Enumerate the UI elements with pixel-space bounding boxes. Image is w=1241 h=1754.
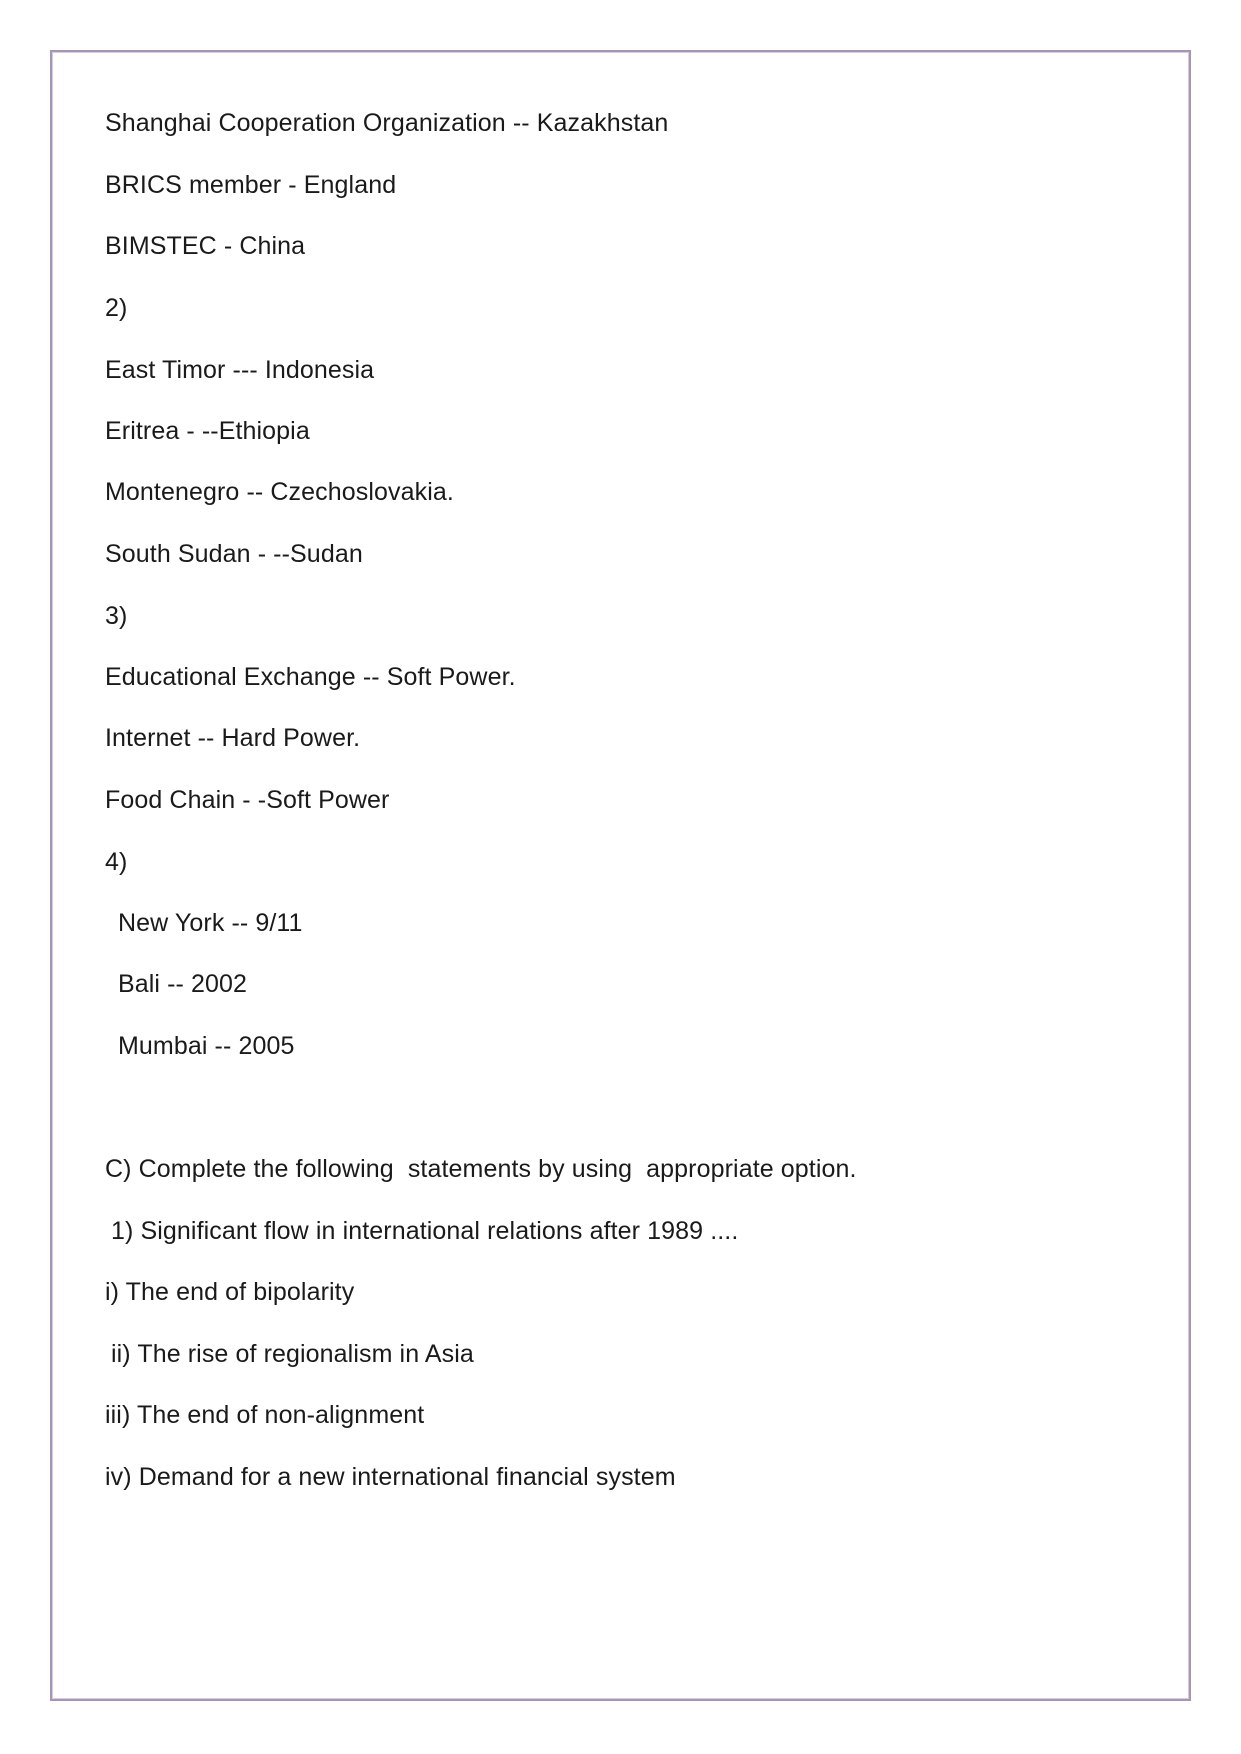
answer-option: iv) Demand for a new international financial system [105,1463,676,1491]
match-item: Montenegro -- Czechoslovakia. [105,478,454,506]
match-item: Educational Exchange -- Soft Power. [105,663,516,691]
match-item: South Sudan - --Sudan [105,540,363,568]
answer-option: iii) The end of non-alignment [105,1401,425,1429]
answer-option: ii) The rise of regionalism in Asia [111,1340,474,1368]
match-item: Shanghai Cooperation Organization -- Kazakhstan [105,109,669,137]
match-item: BIMSTEC - China [105,232,306,260]
match-item: Eritrea - --Ethiopia [105,417,310,445]
question-number: 3) [105,602,128,630]
answer-option: i) The end of bipolarity [105,1278,355,1306]
question-number: 4) [105,848,128,876]
match-item: BRICS member - England [105,171,397,199]
section-heading: C) Complete the following statements by using appropriate option. [105,1155,857,1183]
match-item: Food Chain - -Soft Power [105,786,390,814]
page-border [50,50,1191,1701]
match-item: Mumbai -- 2005 [118,1032,295,1060]
match-item: Internet -- Hard Power. [105,724,361,752]
match-item: New York -- 9/11 [118,909,303,937]
match-item: East Timor --- Indonesia [105,356,375,384]
question-statement: 1) Significant flow in international relations after 1989 .... [111,1217,739,1245]
question-number: 2) [105,294,128,322]
match-item: Bali -- 2002 [118,970,248,998]
